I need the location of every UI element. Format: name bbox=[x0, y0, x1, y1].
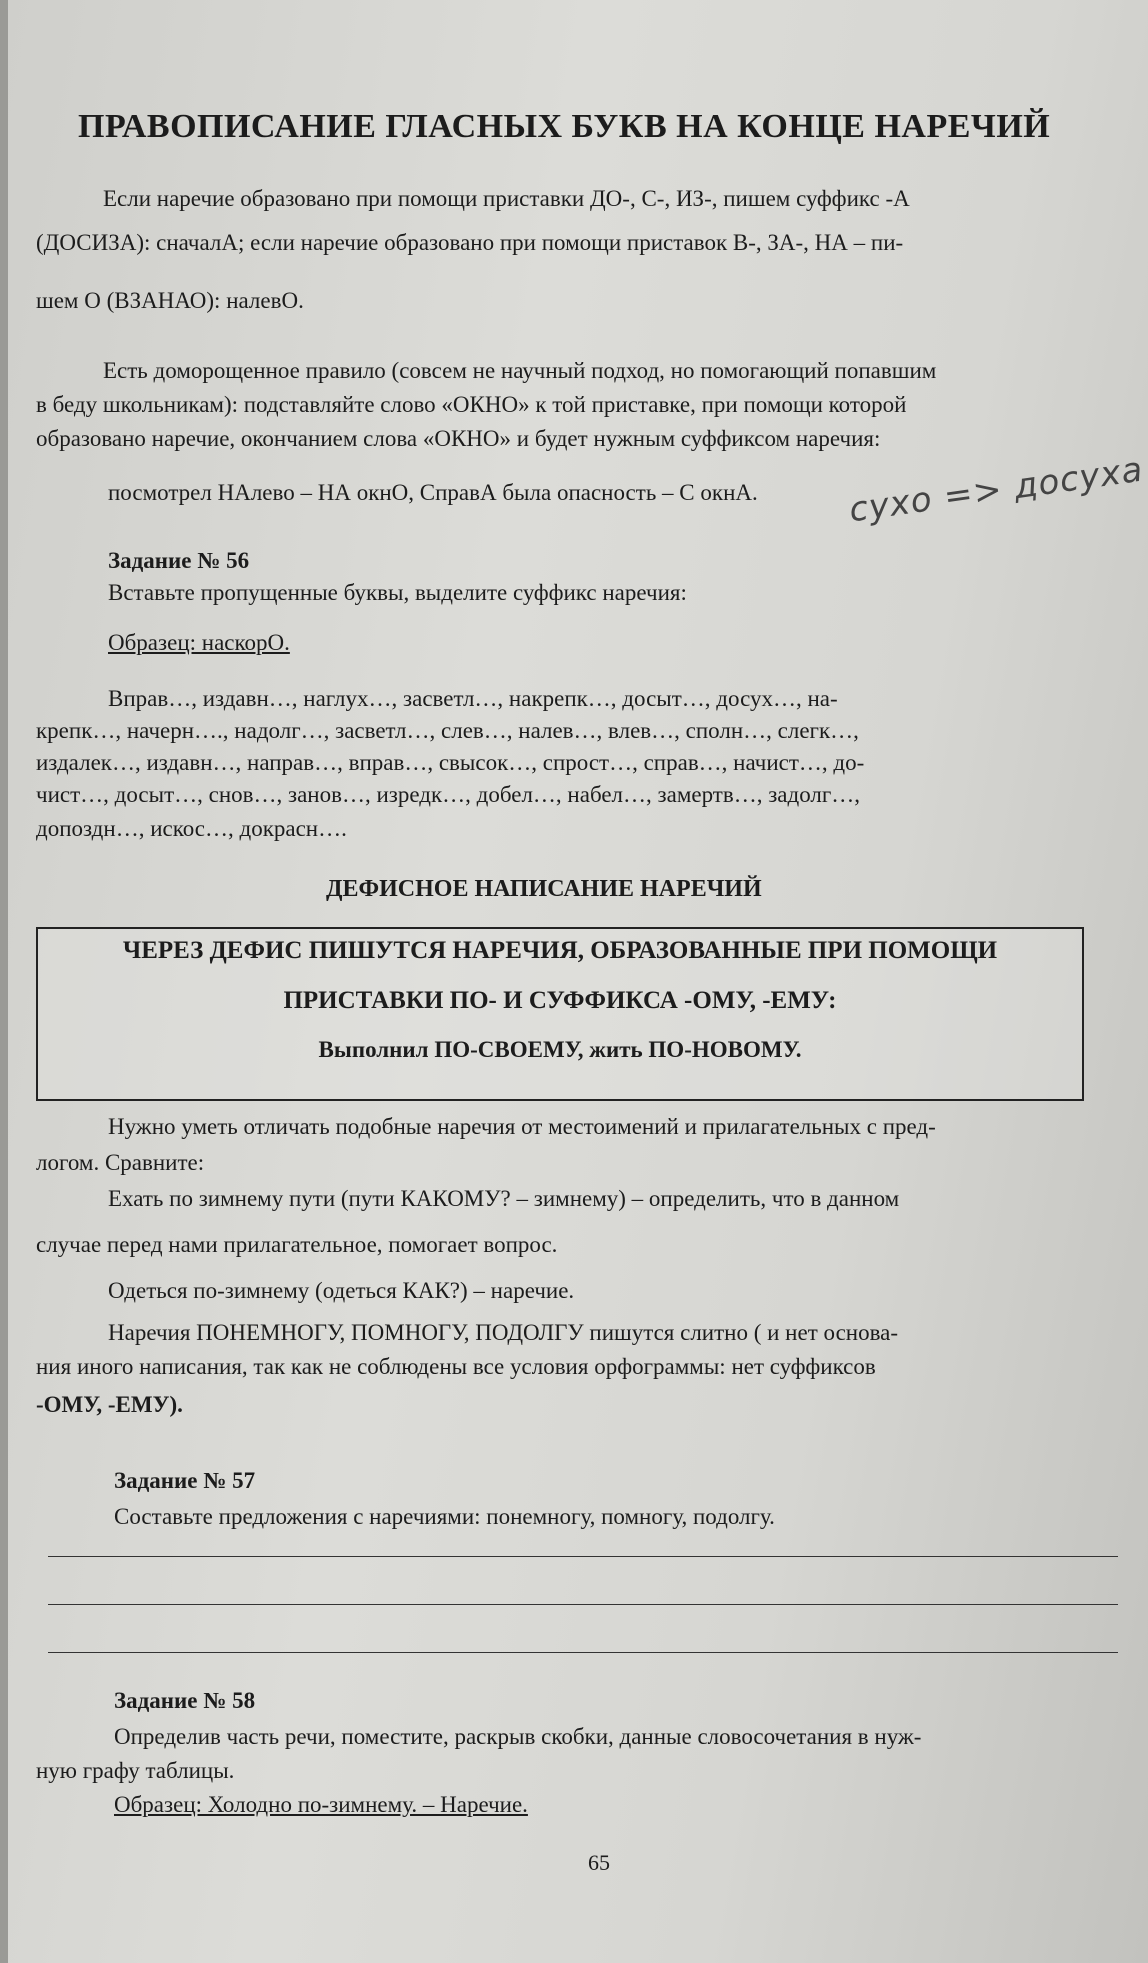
task56-instruction: Вставьте пропущенные буквы, выделите суффикс наречия: bbox=[108, 580, 687, 605]
handwritten-note: сухо => досуха bbox=[846, 449, 1146, 531]
answer-line-3 bbox=[48, 1652, 1118, 1653]
compare-line-5: Одеться по-зимнему (одеться КАК?) – наречие. bbox=[108, 1278, 575, 1303]
rule-box-line-2: ПРИСТАВКИ ПО- И СУФФИКСА -ОМУ, -ЕМУ: bbox=[283, 987, 837, 1014]
rule2-line-2: в беду школьникам): подставляйте слово «ОКНО» к той приставке, при помощи которой bbox=[36, 392, 907, 417]
task57-heading: Задание № 57 bbox=[114, 1468, 256, 1493]
answer-line-2 bbox=[48, 1604, 1118, 1605]
task56-heading: Задание № 56 bbox=[108, 548, 250, 573]
page-number: 65 bbox=[588, 1850, 610, 1875]
task58-instruction-line-2: ную графу таблицы. bbox=[36, 1758, 235, 1783]
compare-line-6: Наречия ПОНЕМНОГУ, ПОМНОГУ, ПОДОЛГУ пишутся слитно ( и нет основа- bbox=[108, 1320, 899, 1345]
compare-line-8: -ОМУ, -ЕМУ). bbox=[36, 1392, 183, 1417]
task58-sample: Образец: Холодно по-зимнему. – Наречие. bbox=[114, 1792, 528, 1817]
page-title: ПРАВОПИСАНИЕ ГЛАСНЫХ БУКВ НА КОНЦЕ НАРЕЧИЙ bbox=[78, 108, 1051, 145]
textbook-page bbox=[8, 0, 1148, 1963]
rule2-line-3: образовано наречие, окончанием слова «ОКНО» и будет нужным суффиксом наречия: bbox=[36, 426, 881, 451]
compare-line-7: ния иного написания, так как не соблюдены все условия орфограммы: нет суффиксов bbox=[36, 1354, 876, 1379]
task56-words-line-1: Вправ…, издавн…, наглух…, засветл…, накрепк…, досыт…, досух…, на- bbox=[108, 686, 838, 711]
task56-words-line-5: допоздн…, искос…, докрасн…. bbox=[36, 816, 347, 841]
task56-sample: Образец: наскорО. bbox=[108, 630, 290, 655]
rule2-example: посмотрел НАлево – НА окнО, СправА была опасность – С окнА. bbox=[108, 480, 758, 505]
task56-words-line-2: крепк…, начерн…., надолг…, засветл…, слев…, налев…, влев…, сполн…, слегк…, bbox=[36, 718, 859, 743]
task58-instruction-line-1: Определив часть речи, поместите, раскрыв скобки, данные словосочетания в нуж- bbox=[114, 1724, 922, 1749]
task56-words-line-4: чист…, досыт…, снов…, занов…, изредк…, добел…, набел…, замертв…, задолг…, bbox=[36, 782, 861, 807]
section-title: ДЕФИСНОЕ НАПИСАНИЕ НАРЕЧИЙ bbox=[326, 876, 762, 902]
rule2-line-1: Есть доморощенное правило (совсем не научный подход, но помогающий попавшим bbox=[103, 358, 937, 383]
compare-line-1: Нужно уметь отличать подобные наречия от местоимений и прилагательных с пред- bbox=[108, 1114, 936, 1139]
task57-instruction: Составьте предложения с наречиями: понемногу, помногу, подолгу. bbox=[114, 1504, 775, 1529]
compare-line-2: логом. Сравните: bbox=[36, 1150, 205, 1175]
rule-box-line-1: ЧЕРЕЗ ДЕФИС ПИШУТСЯ НАРЕЧИЯ, ОБРАЗОВАННЫЕ ПРИ ПОМОЩИ bbox=[122, 937, 998, 964]
compare-line-4: случае перед нами прилагательное, помогает вопрос. bbox=[36, 1232, 558, 1257]
rule1-line-2: (ДОСИЗА): сначалА; если наречие образовано при помощи приставок В-, ЗА-, НА – пи- bbox=[36, 230, 904, 255]
rule-box bbox=[36, 927, 1084, 1101]
rule1-line-3: шем О (ВЗАНАО): налевО. bbox=[36, 288, 304, 313]
rule1-line-1: Если наречие образовано при помощи приставки ДО-, С-, ИЗ-, пишем суффикс -А bbox=[103, 186, 910, 211]
task56-words-line-3: издалек…, издавн…, направ…, вправ…, свысок…, спрост…, справ…, начист…, до- bbox=[36, 750, 865, 775]
answer-line-1 bbox=[48, 1556, 1118, 1557]
compare-line-3: Ехать по зимнему пути (пути КАКОМУ? – зимнему) – определить, что в данном bbox=[108, 1186, 900, 1211]
rule-box-example: Выполнил ПО-СВОЕМУ, жить ПО-НОВОМУ. bbox=[318, 1037, 802, 1062]
task58-heading: Задание № 58 bbox=[114, 1688, 256, 1713]
